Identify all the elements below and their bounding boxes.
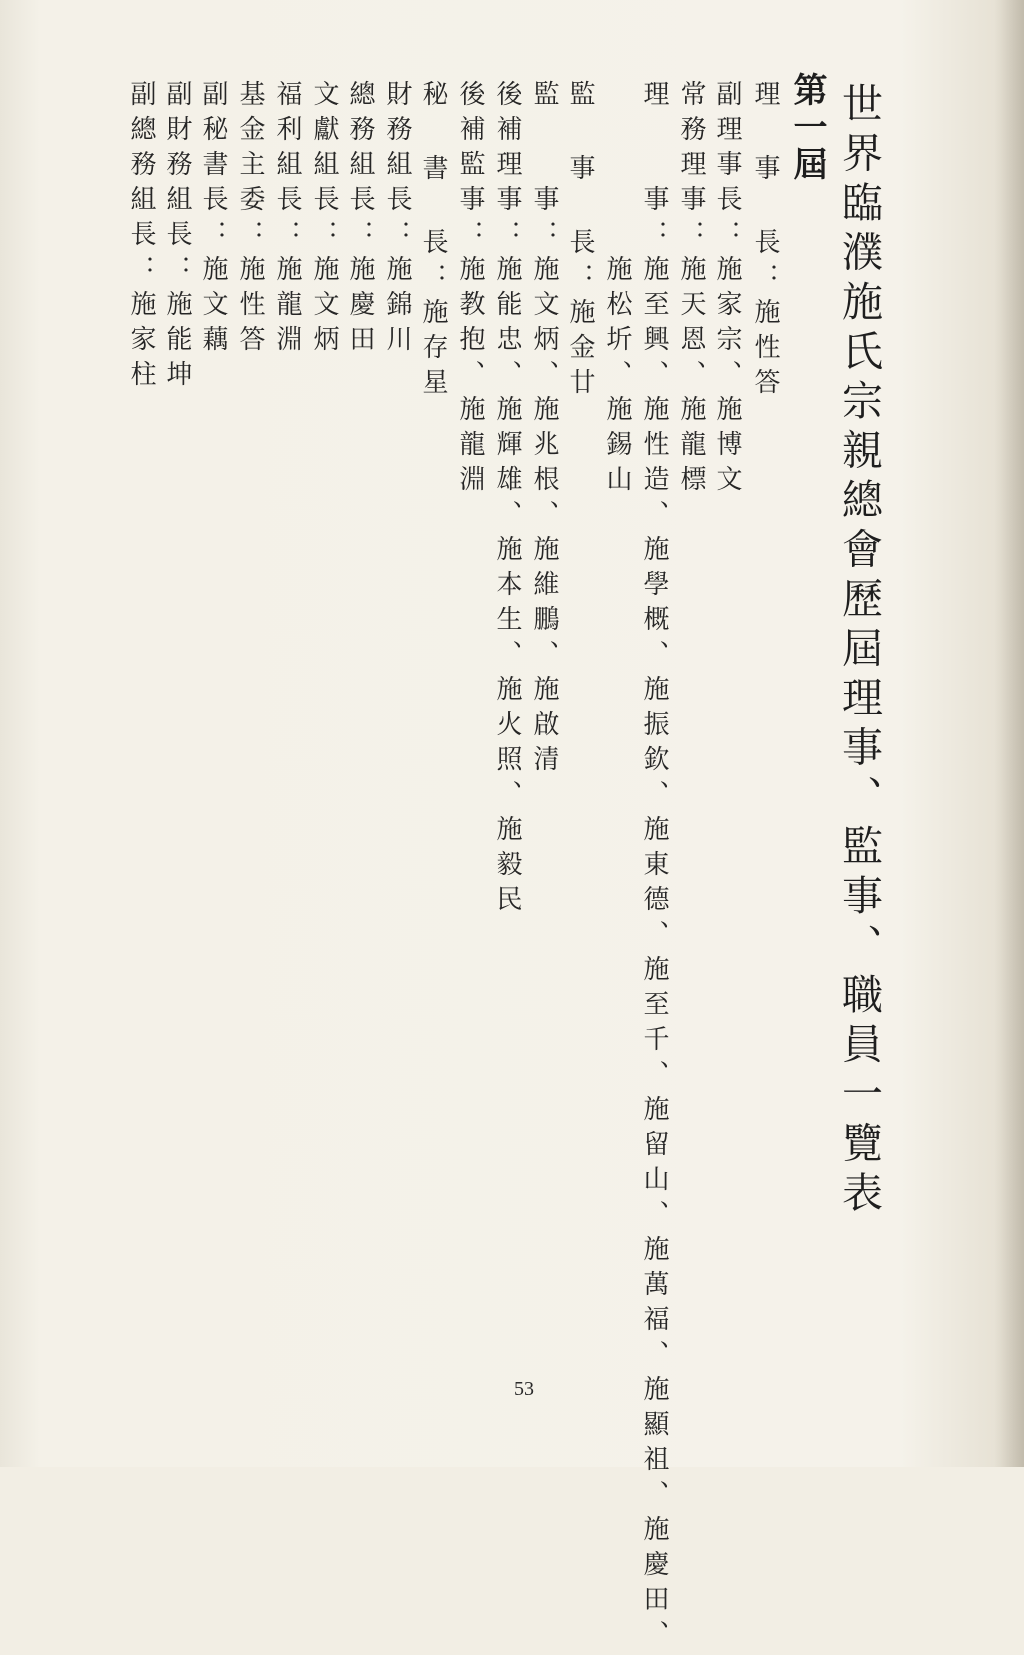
roster-row-vice-chairman: 副理事長：施家宗、施博文 [712, 80, 742, 500]
roster-row-chairman: 理 事 長：施性答 [750, 80, 780, 403]
roster-row-archives-head: 文獻組長：施文炳 [309, 80, 339, 360]
roster-row-secretary-general: 秘 書 長：施存星 [418, 80, 448, 403]
document-title: 世界臨濮施氏宗親總會歷屆理事、監事、職員一覽表 [835, 82, 883, 1221]
roster-row-directors: 理 事：施至興、施性造、施學概、施振欽、施東德、施至千、施留山、施萬福、施顯祖、施慶田、 [639, 80, 669, 1655]
roster-row-finance-head: 財務組長：施錦川 [382, 80, 412, 360]
roster-row-deputy-general-affairs-head: 副總務組長：施家柱 [126, 80, 156, 395]
roster-row-deputy-secretary-general: 副秘書長：施文藕 [198, 80, 228, 360]
roster-row-directors-continued: 施松圻、施錫山 [602, 80, 632, 500]
roster-row-supervisors: 監 事：施文炳、施兆根、施維鵬、施啟清 [529, 80, 559, 780]
roster-row-welfare-head: 福利組長：施龍淵 [272, 80, 302, 360]
roster-row-alternate-directors: 後補理事：施能忠、施輝雄、施本生、施火照、施毅民 [492, 80, 522, 920]
binding-shadow [994, 0, 1024, 1467]
section-heading: 第一屆 [787, 72, 827, 183]
roster-row-standing-directors: 常務理事：施天恩、施龍標 [676, 80, 706, 500]
roster-row-deputy-finance-head: 副財務組長：施能坤 [162, 80, 192, 395]
roster-row-general-affairs-head: 總務組長：施慶田 [345, 80, 375, 360]
roster-row-fund-chair: 基金主委：施性答 [235, 80, 265, 360]
roster-row-alternate-supervisors: 後補監事：施教抱、施龍淵 [455, 80, 485, 500]
roster-row-supervisor-chief: 監 事 長：施金廿 [565, 80, 595, 403]
page-number: 53 [514, 1378, 534, 1400]
